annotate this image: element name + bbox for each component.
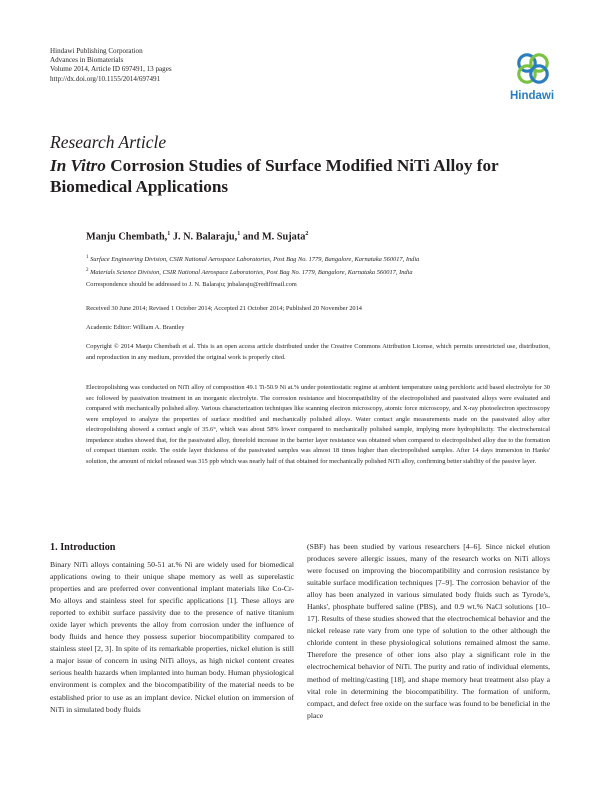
title-italic: In Vitro [50, 156, 106, 175]
affiliations [86, 253, 419, 278]
author-affil-mark: 1 [237, 231, 241, 237]
correspondence: Correspondence should be addressed to J. N. Balaraju; jnbalaraju@rediffmail.com [86, 281, 297, 288]
publication-dates: Received 30 June 2014; Revised 1 October 2014; Accepted 21 October 2014; Published 20 November 2014 [86, 305, 362, 312]
author-affil-mark: 1 [167, 231, 171, 237]
hindawi-logo-text: Hindawi [509, 90, 555, 102]
body-column-right: (SBF) has been studied by various researchers [4–6]. Since nickel elution produces severe allergic issues, many of the research works on NiTi alloys were focused on improving the biocompatibility and corrosion resistance by suitable surface modification techniques [7–9]. The corrosion behavior of the alloy has been analyzed in various simulated body fluids such as Tyrode's, Hanks', phosphate buffered saline (PBS), and 0.9 wt.% NaCl solutions [10–17]. Results of these studies showed that the electrochemical behavior and the nickel release rate vary from one type of solution to the other although the chloride content in these physiological solutions remained almost the same. Therefore the presence of other ions also play a significant role in the electrochemical behavior of NiTi. The purity and ratio of individual elements, method of melting/casting [18], and shape memory heat treatment also play a vital role in determining the biocompatibility. The formation of uniform, compact, and defect free oxide on the surface was found to be beneficial in the place [307, 542, 550, 720]
doi-link[interactable]: http://dx.doi.org/10.1155/2014/697491 [50, 74, 161, 83]
abstract: Electropolishing was conducted on NiTi alloy of composition 49.1 Ti-50.9 Ni at.% under potentiostatic regime at ambient temperature using perchloric acid based electrolyte for 30 sec followed by passivation treatment in an inorganic electrolyte. The corrosion resistance and biocompatibility of the electropolished and passivated alloys were evaluated and compared with mechanically polished alloy. Various characterization techniques like scanning electron microscopy, atomic force microscopy, and X-ray photoelectron spectroscopy were employed to analyze the properties of surface modified and mechanically polished alloys. Water contact angle measurements made on the passivated alloy after electropolishing showed a contact angle of 35.6°, which was about 58% lower compared to mechanically polished sample, implying more hydrophilicity. The electrochemical impedance studies showed that, for the passivated alloy, threefold increase in the barrier layer resistance was obtained when compared to electropolished alloy due to the formation of compact titanium oxide. The oxide layer thickness of the passivated samples was almost 18 times higher than electropolished samples. After 14 days immersion in Hanks' solution, the amount of nickel released was 315 ppb which was nearly half of that obtained for mechanically polished NiTi alloy, confirming better stability of the passive layer. [86, 384, 550, 465]
publisher: Hindawi Publishing Corporation [50, 47, 143, 55]
journal-name: Advances in Biomaterials [50, 56, 124, 65]
author-name: and M. Sujata [240, 231, 306, 243]
affiliation [86, 266, 419, 279]
journal-meta [50, 47, 172, 84]
author-affil-mark: 2 [305, 231, 309, 237]
copyright-notice: Copyright © 2014 Manju Chembath et al. This is an open access article distributed under the Creative Commons Attribution License, which permits unrestricted use, distribution, and reproduction in any medium, provided the original work is properly cited. [86, 343, 550, 361]
academic-editor: Academic Editor: William A. Brantley [86, 324, 185, 331]
affil-text: Surface Engineering Division, CSIR National Aerospace Laboratories, Post Bag No. 1779, Bangalore, Karnataka 560017, India [88, 256, 420, 264]
author-list [86, 231, 308, 242]
author-name: J. N. Balaraju, [170, 231, 238, 243]
affil-number: 1 [86, 255, 89, 260]
affiliation [86, 253, 419, 266]
title-rest: Corrosion Studies of Surface Modified NiTi Alloy for Biomedical Applications [50, 156, 499, 196]
body-column-left: Binary NiTi alloys containing 50-51 at.% Ni are widely used for biomedical applications owing to their unique shape memory as well as superelastic properties and are preferred over conventional implant materials like Co-Cr-Mo alloys and stainless steel for specific applications [1]. These alloys are reported to exhibit surface passivity due to the presence of native titanium oxide layer which prevents the alloy from corrosion under the influence of body fluids and hence they possess superior biocompatibility compared to stainless steel [2, 3]. In spite of its remarkable properties, nickel elution is still a major issue of concern in using NiTi alloys, as high nickel content creates serious health hazards when implanted into human body. Human physiological environment is complex and the biocompatibility of the material needs to be established prior to use as an implant device. Nickel elution on immersion of NiTi in simulated body fluids [50, 560, 294, 714]
section-heading: 1. Introduction [50, 542, 116, 553]
article-type: Research Article [50, 132, 167, 152]
article-title [50, 156, 570, 197]
affil-number: 2 [86, 267, 89, 273]
affil-text: Materials Science Division, CSIR National Aerospace Laboratories, Post Bag No. 1779, Bangalore, Karnataka 560017, India [88, 268, 413, 276]
author-name: Manju Chembath, [86, 231, 168, 243]
volume-info: Volume 2014, Article ID 697491, 13 pages [50, 65, 172, 74]
